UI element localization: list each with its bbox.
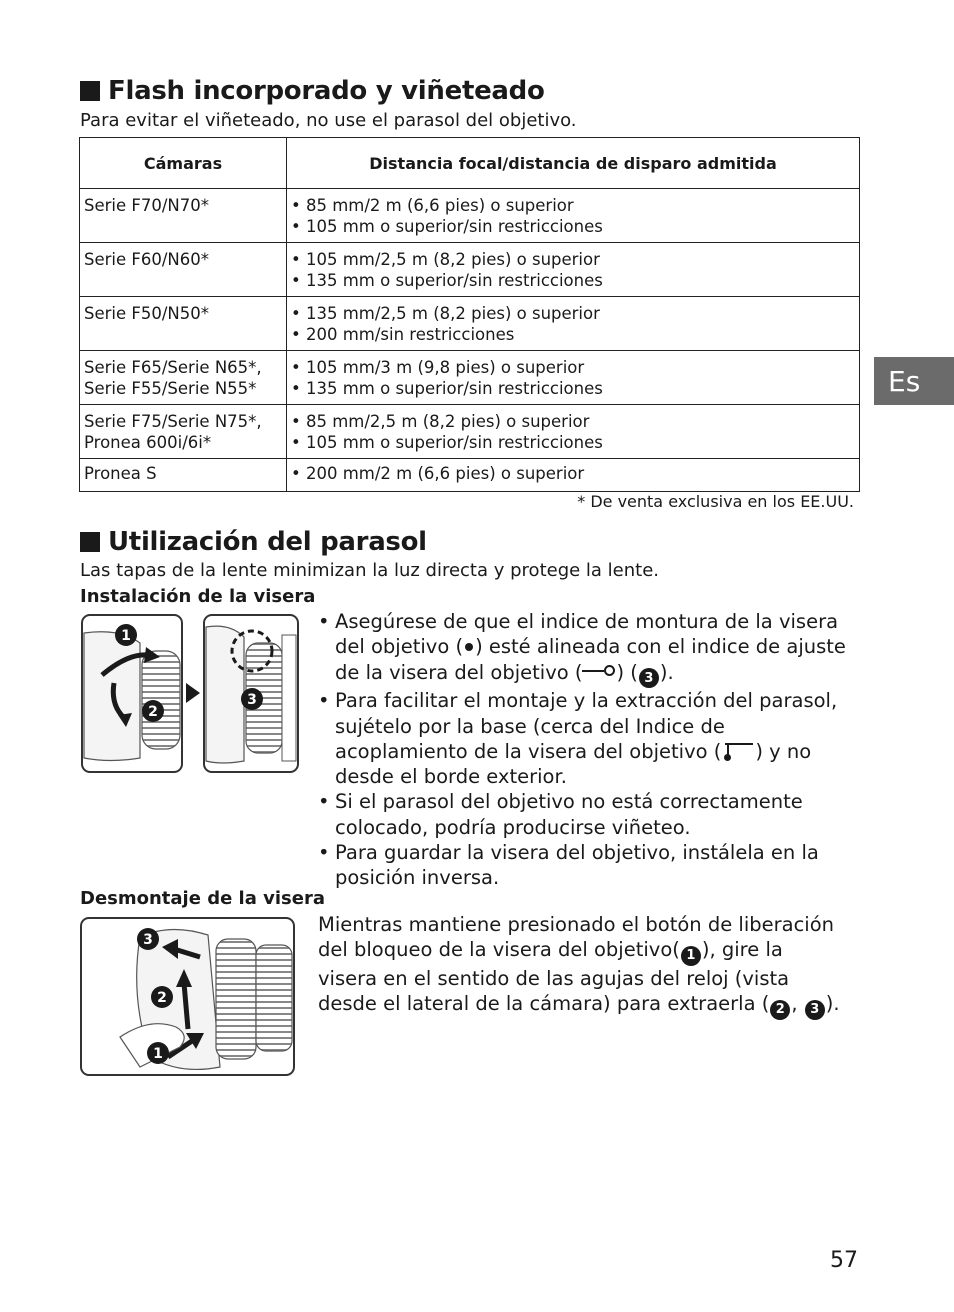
- compatibility-table: [79, 137, 860, 492]
- spec-cell: [287, 189, 860, 243]
- list-item: • Si el parasol del objetivo no está correctamente colocado, podría producirse viñeteo.: [318, 789, 848, 840]
- lens-ring-left: [142, 651, 180, 749]
- table-row: [80, 189, 860, 243]
- spec-line: • 200 mm/sin restricciones: [291, 325, 515, 344]
- marker-3-label: 3: [143, 932, 153, 948]
- camera-name: Serie F55/Serie N55*: [84, 379, 257, 398]
- section-title: Flash incorporado y viñeteado: [108, 76, 545, 106]
- column-header-focal: Distancia focal/distancia de disparo admitida: [287, 138, 860, 189]
- text-run: Asegúrese de que el indice de montura de la visera del objetivo (: [335, 610, 839, 659]
- text-run: ).: [659, 660, 674, 684]
- spec-line: • 105 mm o superior/sin restricciones: [291, 433, 603, 452]
- camera-cell: [80, 459, 287, 492]
- text-run: ) y no desde el borde exterior.: [335, 739, 812, 789]
- spec-line: • 200 mm/2 m (6,6 pies) o superior: [291, 464, 585, 483]
- table-header-row: [80, 138, 860, 189]
- table-row: [80, 405, 860, 459]
- list-item: • Para guardar la visera del objetivo, instálela en la posición inversa.: [318, 840, 848, 891]
- table-row: [80, 459, 860, 492]
- removal-illustration: [80, 917, 296, 1077]
- column-header-cameras: Cámaras: [80, 138, 287, 189]
- camera-cell: [80, 297, 287, 351]
- spec-cell: [287, 405, 860, 459]
- text-run: ) (: [616, 660, 638, 684]
- play-arrow-icon: [186, 683, 200, 703]
- text-run: ), gire la visera en el sentido de las agujas del reloj (vista desde el lateral de la cámara) para extraerla (: [318, 938, 790, 1016]
- spec-cell: [287, 459, 860, 492]
- section-heading-hood: [80, 527, 427, 557]
- subheading-remove: Desmontaje de la visera: [80, 888, 325, 909]
- square-bullet-icon: [80, 532, 100, 552]
- marker-1-label: 1: [153, 1046, 163, 1062]
- spec-line: • 135 mm o superior/sin restricciones: [291, 379, 603, 398]
- text-run: ).: [825, 992, 840, 1016]
- spec-cell: [287, 243, 860, 297]
- table-footnote: * De venta exclusiva en los EE.UU.: [577, 492, 854, 511]
- spec-line: • 85 mm/2,5 m (8,2 pies) o superior: [291, 412, 590, 431]
- marker-3-icon: 3: [805, 1000, 825, 1020]
- page-number: 57: [830, 1248, 858, 1273]
- subheading-install: Instalación de la visera: [80, 586, 316, 607]
- camera-name: Serie F65/Serie N65*,: [84, 358, 262, 377]
- section-heading-flash: [80, 76, 545, 106]
- spec-line: • 105 mm/2,5 m (8,2 pies) o superior: [291, 250, 600, 269]
- section-intro: Las tapas de la lente minimizan la luz directa y protege la lente.: [80, 560, 660, 581]
- text-run: ) esté alineada con el indice de ajuste de la visera del objetivo (: [335, 635, 846, 684]
- text-run: ,: [791, 992, 804, 1016]
- spec-line: • 105 mm o superior/sin restricciones: [291, 217, 603, 236]
- spec-line: • 105 mm/3 m (9,8 pies) o superior: [291, 358, 585, 377]
- marker-2-icon: 2: [770, 1000, 790, 1020]
- square-bullet-icon: [80, 81, 100, 101]
- camera-name: Serie F50/N50*: [84, 304, 210, 323]
- marker-3-icon: 3: [639, 668, 659, 688]
- install-bullet-list: [318, 609, 848, 891]
- spec-cell: [287, 297, 860, 351]
- table-row: [80, 351, 860, 405]
- camera-name: Pronea 600i/6i*: [84, 433, 212, 452]
- text-run: Para facilitar el montaje y la extracción del parasol, sujételo por la base (cerca del Indice de acoplamiento de la visera del objetivo: [335, 689, 838, 763]
- camera-name: Serie F75/Serie N75*,: [84, 412, 262, 431]
- removal-paragraph: [318, 912, 848, 1020]
- language-tab: Es: [874, 357, 954, 405]
- camera-name: Serie F70/N70*: [84, 196, 210, 215]
- install-illustration: [80, 613, 300, 775]
- marker-2-label: 2: [157, 990, 167, 1006]
- list-item: [318, 609, 848, 688]
- list-item: • Para facilitar el montaje y la extracción del parasol, sujételo por la base (cerca del Indice de acoplamiento de la visera del objetivo ( ) y no desde el borde exterior.: [318, 688, 848, 789]
- camera-name: Pronea S: [84, 464, 157, 483]
- marker-1-icon: 1: [681, 946, 701, 966]
- coupling-index-icon: [721, 742, 755, 762]
- lens-ring-removal: [216, 939, 256, 1059]
- camera-cell: [80, 405, 287, 459]
- marker-1-label: 1: [121, 628, 131, 644]
- marker-3-label: 3: [247, 692, 257, 708]
- camera-cell: [80, 189, 287, 243]
- spec-line: • 85 mm/2 m (6,6 pies) o superior: [291, 196, 574, 215]
- setting-index-icon: [582, 664, 616, 678]
- mount-index-dot-icon: [465, 643, 473, 651]
- marker-2-label: 2: [148, 704, 158, 720]
- camera-name: Serie F60/N60*: [84, 250, 210, 269]
- table-row: [80, 243, 860, 297]
- camera-cell: [80, 243, 287, 297]
- spec-cell: [287, 351, 860, 405]
- camera-cell: [80, 351, 287, 405]
- spec-line: • 135 mm o superior/sin restricciones: [291, 271, 603, 290]
- table-row: [80, 297, 860, 351]
- section-title: Utilización del parasol: [108, 527, 427, 557]
- spec-line: • 135 mm/2,5 m (8,2 pies) o superior: [291, 304, 600, 323]
- section-intro: Para evitar el viñeteado, no use el parasol del objetivo.: [80, 110, 577, 131]
- text-run: Mientras mantiene presionado el botón de liberación del bloqueo de la visera del objetivo(: [318, 913, 835, 962]
